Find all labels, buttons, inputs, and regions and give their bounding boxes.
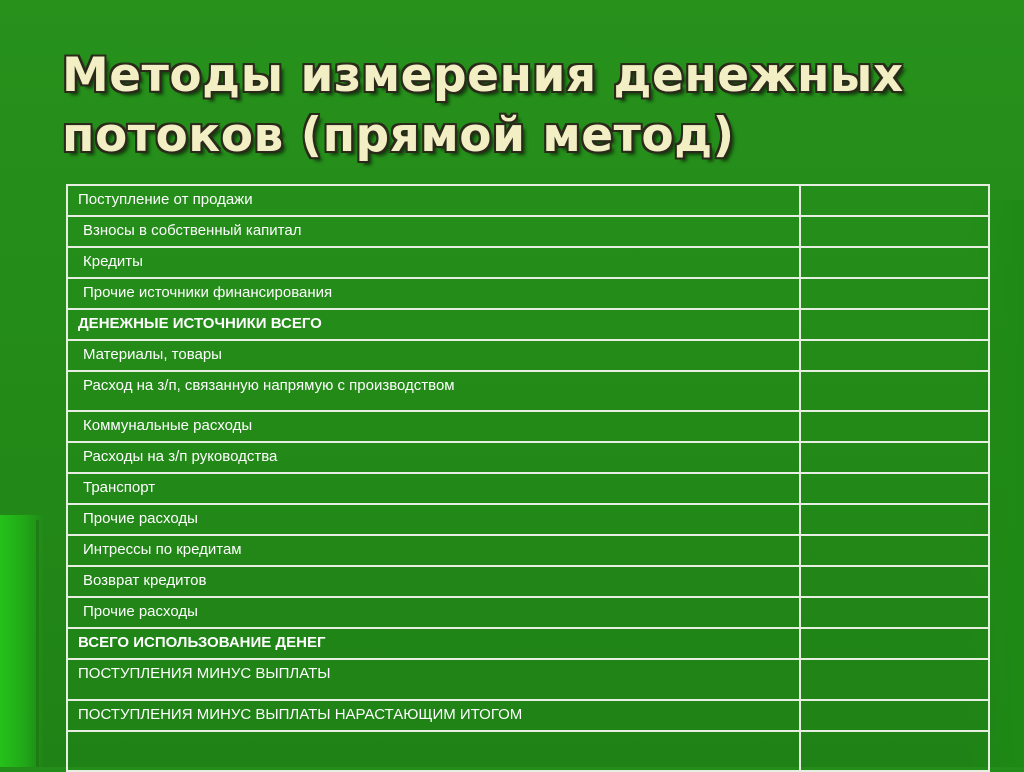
row-label: Материалы, товары bbox=[67, 340, 800, 371]
background-accent-left-edge bbox=[36, 520, 39, 767]
row-value bbox=[800, 597, 989, 628]
row-label: ВСЕГО ИСПОЛЬЗОВАНИЕ ДЕНЕГ bbox=[67, 628, 800, 659]
slide-title-line-1: Методы измерения денежных bbox=[62, 48, 904, 103]
row-value bbox=[800, 566, 989, 597]
slide-title bbox=[62, 46, 982, 166]
row-value bbox=[800, 185, 989, 216]
table-row bbox=[67, 411, 989, 442]
row-value bbox=[800, 442, 989, 473]
table-row bbox=[67, 659, 989, 700]
row-label: Прочие источники финансирования bbox=[67, 278, 800, 309]
row-value bbox=[800, 628, 989, 659]
row-label: Расход на з/п, связанную напрямую с производством bbox=[67, 371, 800, 411]
row-value bbox=[800, 473, 989, 504]
row-value bbox=[800, 371, 989, 411]
row-label: Прочие расходы bbox=[67, 597, 800, 628]
row-label: Интрессы по кредитам bbox=[67, 535, 800, 566]
table-row bbox=[67, 566, 989, 597]
row-label: Транспорт bbox=[67, 473, 800, 504]
table-row bbox=[67, 309, 989, 340]
table-row bbox=[67, 731, 989, 771]
row-value bbox=[800, 731, 989, 771]
row-value bbox=[800, 340, 989, 371]
row-label bbox=[67, 731, 800, 771]
row-label: Поступление от продажи bbox=[67, 185, 800, 216]
row-value bbox=[800, 411, 989, 442]
table-row bbox=[67, 442, 989, 473]
row-label: ПОСТУПЛЕНИЯ МИНУС ВЫПЛАТЫ НАРАСТАЮЩИМ ИТОГОМ bbox=[67, 700, 800, 731]
row-value bbox=[800, 278, 989, 309]
row-value bbox=[800, 216, 989, 247]
row-label: Расходы на з/п руководства bbox=[67, 442, 800, 473]
table-row bbox=[67, 597, 989, 628]
slide-title-line-2: потоков (прямой метод) bbox=[62, 108, 735, 163]
table-row bbox=[67, 535, 989, 566]
table-row bbox=[67, 504, 989, 535]
table-row bbox=[67, 473, 989, 504]
table-row bbox=[67, 247, 989, 278]
row-label: ПОСТУПЛЕНИЯ МИНУС ВЫПЛАТЫ bbox=[67, 659, 800, 700]
row-label: Кредиты bbox=[67, 247, 800, 278]
row-value bbox=[800, 659, 989, 700]
row-value bbox=[800, 504, 989, 535]
row-value bbox=[800, 700, 989, 731]
row-value bbox=[800, 309, 989, 340]
table-row bbox=[67, 628, 989, 659]
row-label: Возврат кредитов bbox=[67, 566, 800, 597]
table-row bbox=[67, 340, 989, 371]
table-row bbox=[67, 185, 989, 216]
table-row bbox=[67, 700, 989, 731]
table-row bbox=[67, 371, 989, 411]
row-label: Прочие расходы bbox=[67, 504, 800, 535]
cashflow-table bbox=[66, 184, 990, 772]
row-value bbox=[800, 535, 989, 566]
row-label: Взносы в собственный капитал bbox=[67, 216, 800, 247]
row-label: Коммунальные расходы bbox=[67, 411, 800, 442]
row-label: ДЕНЕЖНЫЕ ИСТОЧНИКИ ВСЕГО bbox=[67, 309, 800, 340]
table-row bbox=[67, 216, 989, 247]
table-row bbox=[67, 278, 989, 309]
row-value bbox=[800, 247, 989, 278]
cashflow-table-container bbox=[66, 184, 968, 772]
